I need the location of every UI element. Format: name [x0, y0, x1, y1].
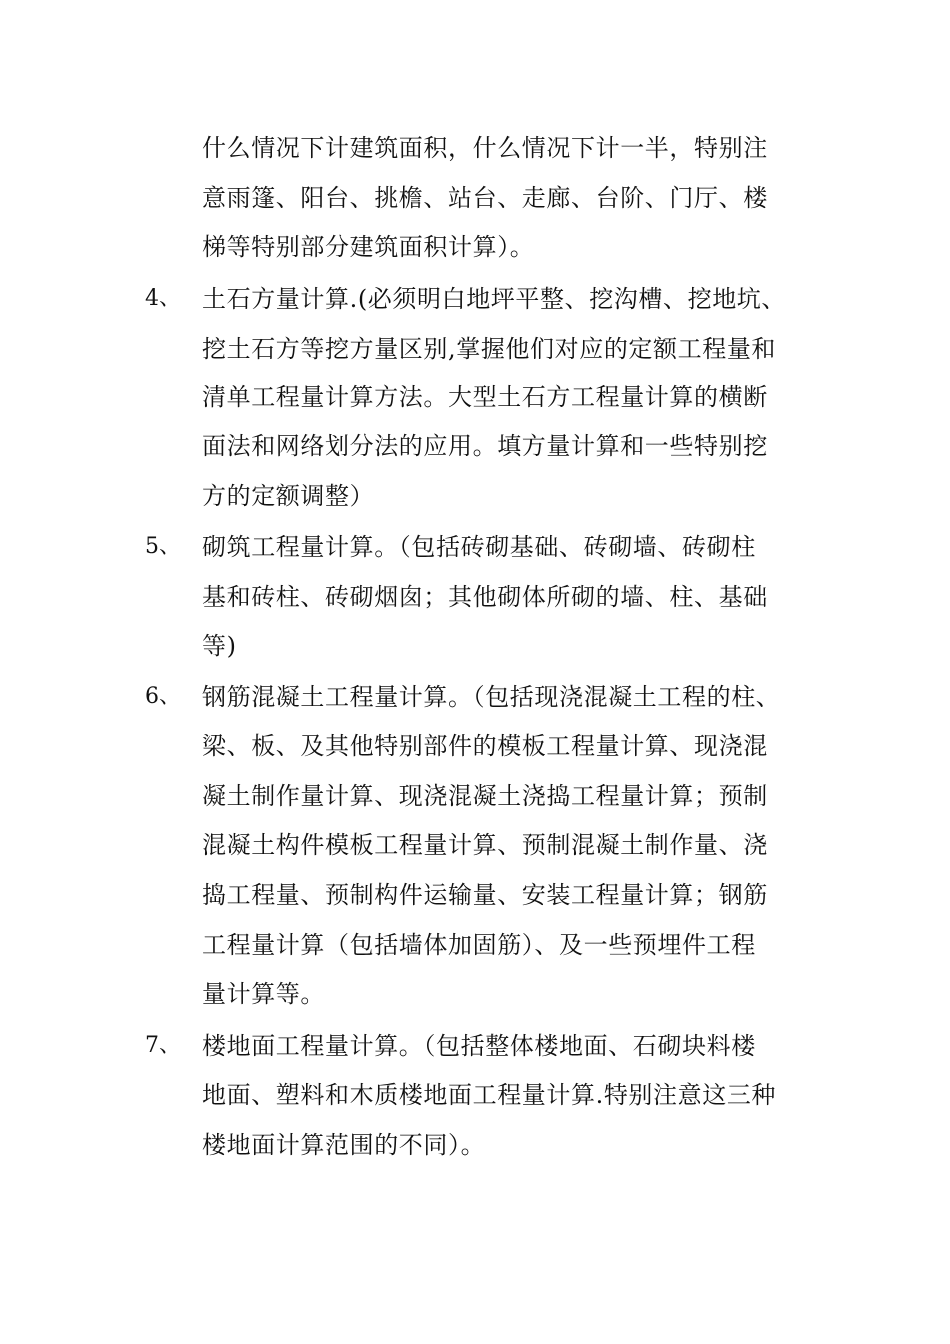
item-5-line-3: 等) [202, 632, 237, 660]
item-4-line-3: 清单工程量计算方法。大型土石方工程量计算的横断 [202, 383, 768, 411]
item-6-line-5: 捣工程量、预制构件运输量、安装工程量计算；钢筋 [202, 881, 768, 909]
continuation-line-1: 什么情况下计建筑面积，什么情况下计一半，特别注 [202, 134, 768, 162]
item-6-line-3: 凝土制作量计算、现浇混凝土浇捣工程量计算；预制 [202, 782, 768, 810]
item-4-line-5: 方的定额调整） [202, 482, 375, 510]
item-number-5: 5、 [145, 534, 181, 559]
item-number-6: 6、 [145, 684, 181, 709]
item-6-line-6: 工程量计算（包括墙体加固筋）、及一些预埋件工程 [202, 931, 756, 959]
continuation-line-2: 意雨篷、阳台、挑檐、站台、走廊、台阶、门厅、楼 [202, 184, 768, 212]
item-5-line-1: 砌筑工程量计算。（包括砖砌基础、砖砌墙、砖砌柱 [202, 533, 756, 561]
item-5-line-2: 基和砖柱、砖砌烟囱；其他砌体所砌的墙、柱、基础 [202, 583, 768, 611]
item-6-line-2: 梁、板、及其他特别部件的模板工程量计算、现浇混 [202, 732, 768, 760]
continuation-line-3: 梯等特别部分建筑面积计算）。 [202, 233, 535, 261]
item-7-line-2: 地面、塑料和木质楼地面工程量计算.特别注意这三种 [202, 1081, 777, 1109]
item-7-line-3: 楼地面计算范围的不同）。 [202, 1131, 486, 1159]
item-number-4: 4、 [145, 286, 181, 311]
item-7-line-1: 楼地面工程量计算。（包括整体楼地面、石砌块料楼 [202, 1032, 756, 1060]
item-6-line-1: 钢筋混凝土工程量计算。（包括现浇混凝土工程的柱、 [202, 683, 781, 711]
item-6-line-4: 混凝土构件模板工程量计算、预制混凝土制作量、浇 [202, 831, 768, 859]
item-4-line-1: 土石方量计算.(必须明白地坪平整、挖沟槽、挖地坑、 [202, 285, 786, 313]
item-6-line-7: 量计算等。 [202, 980, 325, 1008]
item-number-7: 7、 [145, 1033, 181, 1058]
item-4-line-2: 挖土石方等挖方量区别,掌握他们对应的定额工程量和 [202, 335, 777, 363]
item-4-line-4: 面法和网络划分法的应用。填方量计算和一些特别挖 [202, 432, 768, 460]
